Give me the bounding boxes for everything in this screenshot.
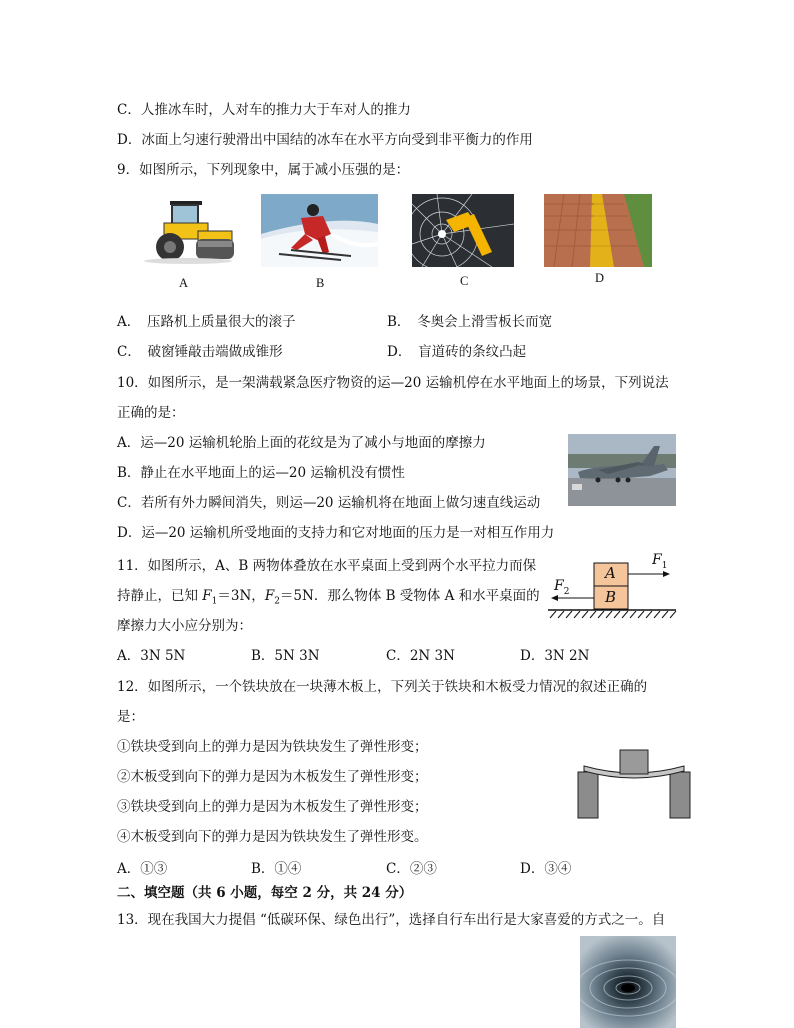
q11-option-a: A．3N 5N bbox=[117, 648, 186, 664]
q9-option-b: B． 冬奥会上滑雪板长而宽 bbox=[387, 314, 553, 330]
force-f1-label bbox=[652, 552, 667, 571]
q11-f2-symbol: F bbox=[264, 588, 275, 604]
q11-stem-line2 bbox=[117, 587, 540, 611]
caption-d: D bbox=[595, 271, 605, 285]
force-f2-symbol: F bbox=[554, 578, 564, 594]
q9-image-window-hammer bbox=[412, 194, 514, 267]
q10-option-c: C．若所有外力瞬间消失，则运—20 运输机将在地面上做匀速直线运动 bbox=[117, 495, 541, 511]
caption-b: B bbox=[316, 276, 325, 290]
q13-stem-line1: 13．现在我国大力提倡 “低碳环保、绿色出行”，选择自行车出行是大家喜爱的方式之一。自 bbox=[117, 912, 666, 928]
force-f2-label bbox=[554, 578, 569, 597]
q13-image-whirlpool bbox=[580, 936, 676, 1028]
q12-option-a: A．①③ bbox=[117, 861, 168, 877]
q10-option-b: B．静止在水平地面上的运—20 运输机没有惯性 bbox=[117, 465, 405, 481]
q8-option-d: D．冰面上匀速行驶滑出中国结的冰车在水平方向受到非平衡力的作用 bbox=[117, 132, 533, 148]
block-b-label: B bbox=[605, 588, 617, 606]
q12-statement-2: ②木板受到向下的弹力是因为木板发生了弹性形变； bbox=[117, 769, 428, 785]
q10-option-a: A．运—20 运输机轮胎上面的花纹是为了减小与地面的摩擦力 bbox=[117, 435, 486, 451]
caption-a: A bbox=[179, 276, 189, 290]
q11-option-d: D．3N 2N bbox=[520, 648, 590, 664]
q11-line2-part1: 持静止，已知 bbox=[117, 588, 203, 604]
q9-image-tactile-paving bbox=[544, 194, 652, 267]
q9-option-c: C． 破窗锤敲击端做成锥形 bbox=[117, 344, 283, 360]
block-a-label: A bbox=[605, 564, 616, 582]
q10-option-d: D．运—20 运输机所受地面的支持力和它对地面的压力是一对相互作用力 bbox=[117, 525, 555, 541]
caption-c: C bbox=[460, 274, 469, 288]
q12-statement-1: ①铁块受到向上的弹力是因为铁块发生了弹性形变； bbox=[117, 739, 428, 755]
q9-image-skier bbox=[261, 194, 378, 267]
q10-stem-line1: 10．如图所示，是一架满载紧急医疗物资的运—20 运输机停在水平地面上的场景，下列说法 bbox=[117, 375, 669, 391]
q10-stem-line2: 正确的是： bbox=[117, 405, 185, 421]
q12-option-d: D．③④ bbox=[520, 861, 572, 877]
q11-f1-symbol: F bbox=[202, 588, 212, 604]
force-f1-subscript: 1 bbox=[661, 560, 668, 571]
q12-diagram-iron-on-board bbox=[574, 746, 694, 820]
q12-option-c: C．②③ bbox=[386, 861, 437, 877]
section-2-heading: 二、填空题（共 6 小题，每空 2 分，共 24 分） bbox=[117, 885, 413, 901]
q11-line2-part3: ＝5N．那么物体 B 受物体 A 和水平桌面的 bbox=[279, 588, 540, 604]
q11-stem-line1: 11．如图所示，A、B 两物体叠放在水平桌面上受到两个水平拉力而保 bbox=[117, 558, 537, 574]
q11-option-c: C．2N 3N bbox=[386, 648, 455, 664]
q12-statement-3: ③铁块受到向上的弹力是因为木板发生了弹性形变； bbox=[117, 799, 428, 815]
q11-f2-subscript: 2 bbox=[274, 596, 280, 607]
q11-f1-subscript: 1 bbox=[211, 596, 218, 607]
q9-option-d: D． 盲道砖的条纹凸起 bbox=[387, 344, 527, 360]
q9-stem: 9．如图所示，下列现象中，属于减小压强的是： bbox=[117, 162, 410, 178]
q11-option-b: B．5N 3N bbox=[251, 648, 320, 664]
force-f2-subscript: 2 bbox=[563, 586, 570, 597]
q12-statement-4: ④木板受到向下的弹力是因为铁块发生了弹性形变。 bbox=[117, 829, 428, 845]
q8-option-c: C．人推冰车时，人对车的推力大于车对人的推力 bbox=[117, 102, 411, 118]
q11-diagram-blocks bbox=[544, 552, 678, 624]
q11-stem-line3: 摩擦力大小应分别为： bbox=[117, 618, 252, 634]
q12-option-b: B．①④ bbox=[251, 861, 302, 877]
force-f1-symbol: F bbox=[652, 552, 662, 568]
q12-stem-line2: 是： bbox=[117, 709, 144, 725]
q9-image-road-roller bbox=[140, 197, 236, 265]
q9-option-a: A． 压路机上质量很大的滚子 bbox=[117, 314, 296, 330]
q11-line2-part2: ＝3N， bbox=[217, 588, 265, 604]
q10-image-aircraft bbox=[568, 434, 676, 506]
q12-stem-line1: 12．如图所示，一个铁块放在一块薄木板上，下列关于铁块和木板受力情况的叙述正确的 bbox=[117, 679, 648, 695]
